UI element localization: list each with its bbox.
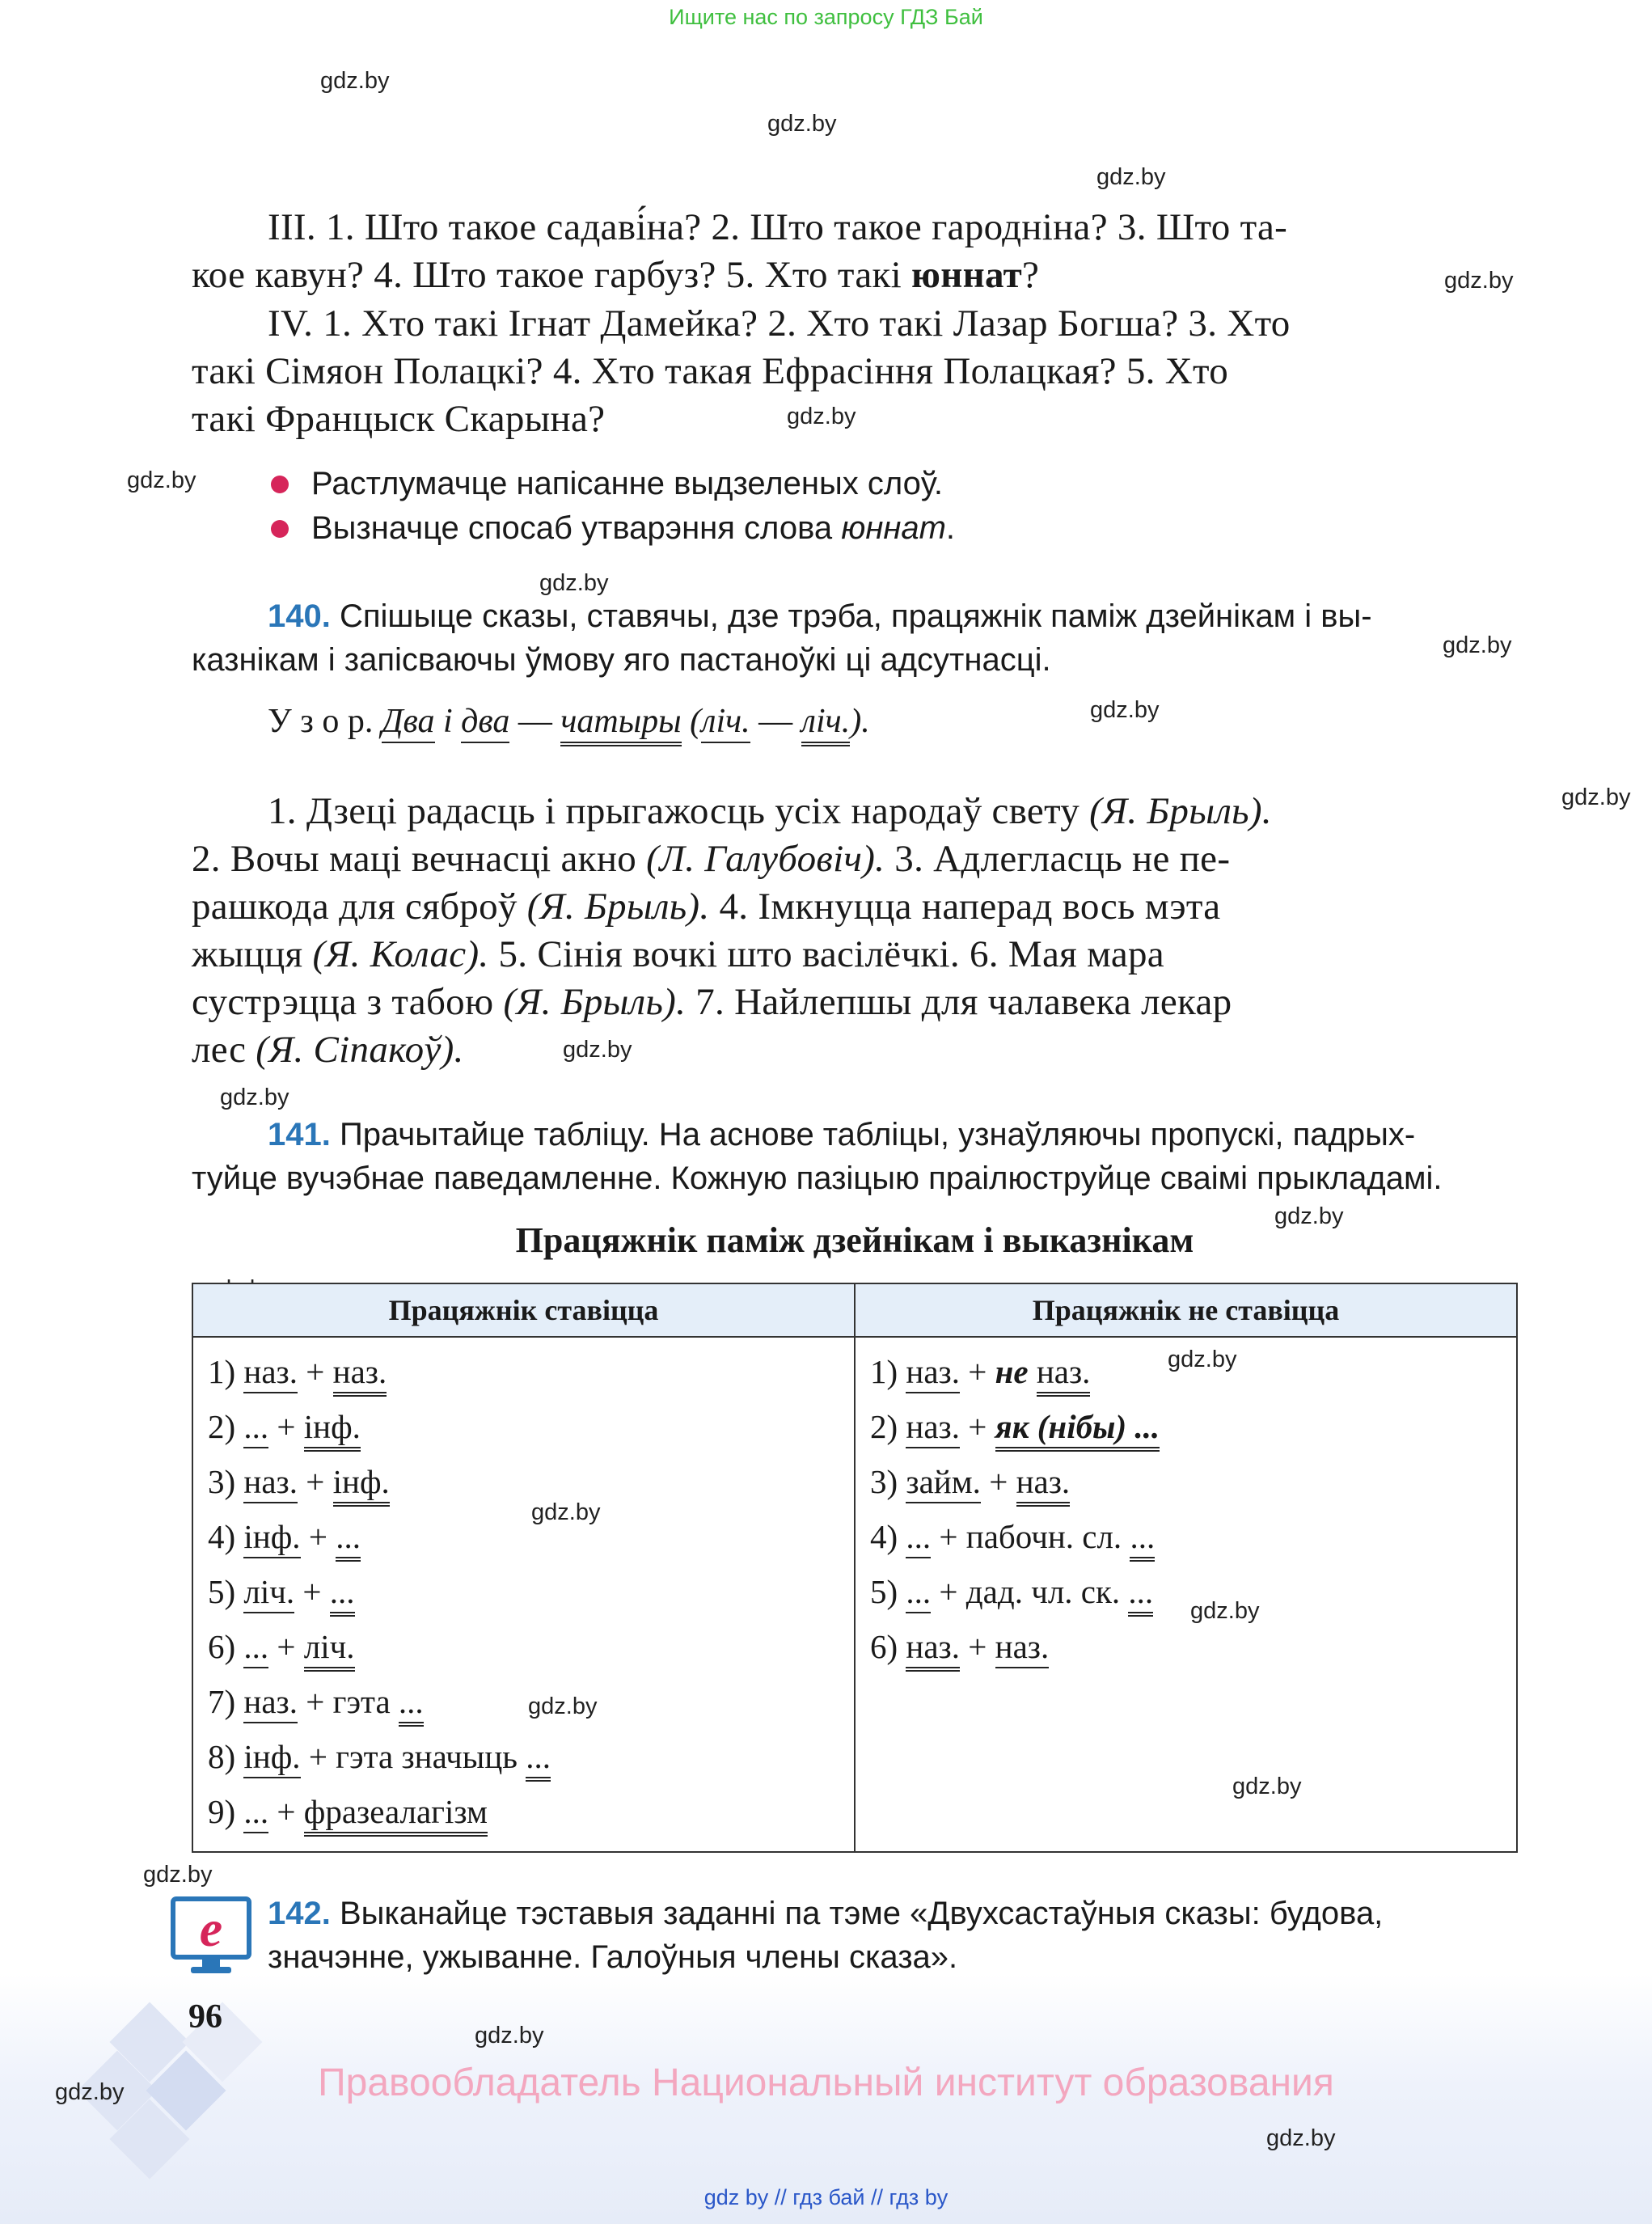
- row-number: 9): [208, 1793, 236, 1830]
- connector: +: [277, 1793, 296, 1830]
- table-row: [208, 1564, 839, 1619]
- subject-part: наз.: [906, 1408, 960, 1448]
- connector: + гэта: [306, 1683, 391, 1720]
- table-row: [870, 1564, 1502, 1619]
- section-iii-label: III.: [268, 206, 316, 248]
- watermark: gdz.by: [143, 1862, 213, 1888]
- rights-holder: Правообладатель Национальный институт образования: [318, 2061, 1334, 2104]
- pattern-dash: —: [518, 703, 552, 740]
- row-number: 2): [208, 1408, 236, 1445]
- row-number: 5): [870, 1573, 898, 1610]
- connector: +: [306, 1353, 325, 1390]
- bottom-banner: gdz by // гдз бай // гдз by: [703, 2185, 949, 2209]
- author: (Я. Сіпакоў).: [256, 1029, 464, 1071]
- watermark: gdz.by: [1274, 1203, 1344, 1229]
- row-number: 1): [208, 1353, 236, 1390]
- e-learning-icon: [170, 1896, 252, 1978]
- subject-part: ...: [243, 1793, 268, 1833]
- watermark: gdz.by: [1561, 784, 1631, 810]
- watermark: gdz.by: [1168, 1347, 1237, 1372]
- predicate-part: інф.: [304, 1408, 361, 1452]
- exercise-number: 142.: [268, 1896, 331, 1931]
- connector: + пабочн. сл.: [939, 1518, 1122, 1555]
- table-row: [208, 1454, 839, 1509]
- sentence: 4. Імкнуцца наперад вось мэта: [709, 886, 1221, 928]
- watermark: gdz.by: [1096, 164, 1166, 190]
- pattern-scheme-subject: ліч.: [701, 703, 750, 743]
- table-row: [870, 1399, 1502, 1454]
- dash-rules-table: [192, 1283, 1518, 1853]
- table-row: [870, 1619, 1502, 1674]
- row-number: 4): [208, 1518, 236, 1555]
- section-iv: [192, 300, 1518, 443]
- table-row: [208, 1674, 839, 1729]
- watermark: gdz.by: [1266, 2125, 1336, 2151]
- predicate-part: наз.: [1016, 1463, 1071, 1507]
- pattern-predicate: чатыры: [560, 703, 681, 746]
- connector: + гэта значыць: [308, 1738, 518, 1775]
- pattern-dash: —: [758, 703, 793, 740]
- table-row: [208, 1619, 839, 1674]
- section-iv-line3: такі Францыск Скарына?: [192, 398, 606, 440]
- exercise-number: 141.: [268, 1117, 331, 1152]
- watermark: gdz.by: [1232, 1774, 1302, 1799]
- exercise-number: 140.: [268, 598, 331, 634]
- predicate-part: ...: [336, 1518, 361, 1562]
- subject-part: займ.: [906, 1463, 981, 1503]
- predicate-part: ...: [526, 1738, 551, 1782]
- pattern-conj: і: [443, 703, 453, 740]
- predicate-part: наз.: [1037, 1353, 1091, 1397]
- watermark: gdz.by: [767, 111, 837, 137]
- top-banner: Ищите нас по запросу ГДЗ Бай: [669, 5, 983, 29]
- connector: +: [968, 1628, 987, 1665]
- watermark: gdz.by: [563, 1037, 632, 1063]
- section-iii: [192, 204, 1518, 299]
- predicate-part: ...: [1128, 1573, 1153, 1617]
- author: (Я. Колас).: [312, 933, 489, 975]
- subject-part: наз.: [243, 1683, 298, 1723]
- sentence: жыцця: [192, 933, 313, 975]
- row-number: 7): [208, 1683, 236, 1720]
- task-formation-text: Вызначце спосаб утварэння слова: [311, 510, 842, 546]
- row-number: 6): [208, 1628, 236, 1665]
- row-number: 4): [870, 1518, 898, 1555]
- connector: +: [968, 1353, 987, 1390]
- exercise-140-line2: казнікам і запісваючы ўмову яго пастаноўкі ці адсутнасці.: [192, 642, 1051, 678]
- subject-part: ...: [906, 1573, 931, 1613]
- exercise-140-sentences: [192, 788, 1518, 1074]
- watermark: gdz.by: [531, 1499, 601, 1525]
- sentence: лес: [192, 1029, 256, 1071]
- subject-part: ліч.: [243, 1573, 294, 1613]
- comparative-predicate: як (нібы) ...: [995, 1408, 1160, 1452]
- row-number: 1): [870, 1353, 898, 1390]
- table-row: [208, 1784, 839, 1839]
- watermark: gdz.by: [127, 467, 196, 493]
- sentence: 5. Сінія вочкі што васілёчкі. 6. Мая мара: [488, 933, 1164, 975]
- table-row: [208, 1509, 839, 1564]
- exercise-142-line2: значэнне, ужыванне. Галоўныя члены сказа».: [268, 1939, 958, 1975]
- pattern-paren: (: [690, 703, 702, 740]
- e-letter: e: [199, 1900, 223, 1957]
- section-iv-label: IV.: [268, 302, 314, 345]
- predicate-part: інф.: [333, 1463, 390, 1507]
- particle: не: [995, 1353, 1029, 1390]
- connector: +: [306, 1463, 325, 1500]
- watermark: gdz.by: [1190, 1598, 1260, 1624]
- exercise-141-line2: туйце вучэбнае паведамленне. Кожную пазіцыю праілюструйце сваімі прыкладамі.: [192, 1161, 1443, 1196]
- pattern-label: У з о р.: [268, 703, 374, 740]
- watermark: gdz.by: [539, 570, 609, 596]
- connector: +: [989, 1463, 1008, 1500]
- author: (Л. Галубовіч).: [646, 838, 885, 880]
- connector: +: [302, 1573, 322, 1610]
- column-header-no-dash: Працяжнік не ставіцца: [855, 1283, 1517, 1337]
- connector: + дад. чл. ск.: [939, 1573, 1121, 1610]
- sentence: сустрэцца з табою: [192, 981, 504, 1023]
- task-formation-word: юннат: [841, 510, 946, 546]
- exercise-140-instructions: [192, 594, 1518, 682]
- task-explain: Растлумачце напісанне выдзеленых слоў.: [311, 466, 943, 501]
- sentence: рашкода для сяброў: [192, 886, 527, 928]
- watermark: gdz.by: [55, 2079, 125, 2105]
- row-number: 8): [208, 1738, 236, 1775]
- watermark: gdz.by: [220, 1085, 289, 1110]
- sentence: 1. Дзеці радасць і прыгажосць усіх народаў свету: [268, 790, 1090, 832]
- section-iv-line2: такі Сімяон Полацкі? 4. Хто такая Ефрасіння Полацкая? 5. Хто: [192, 350, 1228, 392]
- section-iv-line1: 1. Хто такі Ігнат Дамейка? 2. Хто такі Лазар Богша? 3. Хто: [323, 302, 1291, 345]
- predicate-part: фразеалагізм: [304, 1793, 488, 1837]
- pattern-example: [268, 702, 870, 741]
- column-header-dash: Працяжнік ставіцца: [192, 1283, 855, 1337]
- table-row: [208, 1344, 839, 1399]
- exercise-141-line1: Прачытайце табліцу. На аснове табліцы, узнаўляючы пропускі, падрых-: [339, 1117, 1416, 1152]
- connector: +: [277, 1408, 296, 1445]
- subject-part: наз.: [906, 1628, 960, 1672]
- exercise-141-instructions: [192, 1113, 1518, 1200]
- pattern-scheme-predicate: ліч.: [801, 703, 851, 746]
- watermark: gdz.by: [1444, 268, 1514, 294]
- table-row: [870, 1344, 1502, 1399]
- subject-part: наз.: [243, 1353, 298, 1393]
- subject-part: ...: [906, 1518, 931, 1558]
- exercise-142-line1: Выканайце тэставыя заданні па тэме «Двухсастаўныя сказы: будова,: [339, 1896, 1384, 1931]
- predicate-part: ...: [1130, 1518, 1155, 1562]
- question-mark: ?: [1021, 254, 1040, 296]
- author: (Я. Брыль).: [503, 981, 687, 1023]
- table-row: [208, 1399, 839, 1454]
- sentence: 3. Адлегласць не пе-: [885, 838, 1231, 880]
- task-formation: [311, 506, 955, 550]
- table-title: Працяжнік паміж дзейнікам і выказнікам: [515, 1220, 1194, 1260]
- author: (Я. Брыль).: [526, 886, 710, 928]
- subject-part: інф.: [243, 1738, 300, 1778]
- exercise-140-line1: Спішыце сказы, ставячы, дзе трэба, працяжнік паміж дзейнікам і вы-: [339, 598, 1372, 634]
- exercise-142-instructions: [268, 1892, 1518, 1979]
- table-row: [208, 1729, 839, 1784]
- watermark: gdz.by: [1443, 632, 1512, 658]
- row-number: 3): [870, 1463, 898, 1500]
- subject-part: інф.: [243, 1518, 300, 1558]
- table-row: [870, 1509, 1502, 1564]
- row-number: 2): [870, 1408, 898, 1445]
- watermark: gdz.by: [787, 404, 856, 429]
- no-dash-column: [855, 1337, 1517, 1852]
- pattern-subject: Два: [382, 703, 435, 743]
- predicate-part: ...: [330, 1573, 355, 1617]
- sentence: 2. Вочы маці вечнасці акно: [192, 838, 647, 880]
- row-number: 5): [208, 1573, 236, 1610]
- watermark: gdz.by: [528, 1693, 598, 1719]
- connector: +: [277, 1628, 296, 1665]
- highlighted-word: юннат: [911, 254, 1022, 296]
- watermark: gdz.by: [1090, 697, 1160, 723]
- sentence: 7. Найлепшы для чалавека лекар: [686, 981, 1232, 1023]
- table-row: [870, 1454, 1502, 1509]
- predicate-part: наз.: [333, 1353, 387, 1397]
- watermark: gdz.by: [320, 68, 390, 94]
- section-iii-line2: кое кавун? 4. Што такое гарбуз? 5. Хто такі: [192, 254, 912, 296]
- predicate-part: ліч.: [304, 1628, 355, 1672]
- predicate-part: наз.: [995, 1628, 1050, 1668]
- watermark: gdz.by: [475, 2023, 544, 2049]
- pattern-subject: два: [461, 703, 509, 743]
- subject-part: наз.: [906, 1353, 960, 1393]
- dash-column: [192, 1337, 855, 1852]
- bullet-icon: [271, 520, 289, 538]
- subject-part: ...: [243, 1628, 268, 1668]
- task-formation-end: .: [945, 510, 956, 546]
- predicate-part: ...: [399, 1683, 424, 1727]
- connector: +: [968, 1408, 987, 1445]
- connector: +: [308, 1518, 327, 1555]
- pattern-paren: ).: [850, 703, 870, 740]
- author: (Я. Брыль).: [1089, 790, 1272, 832]
- subject-part: ...: [243, 1408, 268, 1448]
- page-number: 96: [188, 1998, 222, 2036]
- section-iii-line1: 1. Што такое садаві́на? 2. Што такое гароднiна? 3. Што та-: [325, 206, 1288, 248]
- row-number: 6): [870, 1628, 898, 1665]
- bullet-icon: [271, 476, 289, 493]
- subject-part: наз.: [243, 1463, 298, 1503]
- row-number: 3): [208, 1463, 236, 1500]
